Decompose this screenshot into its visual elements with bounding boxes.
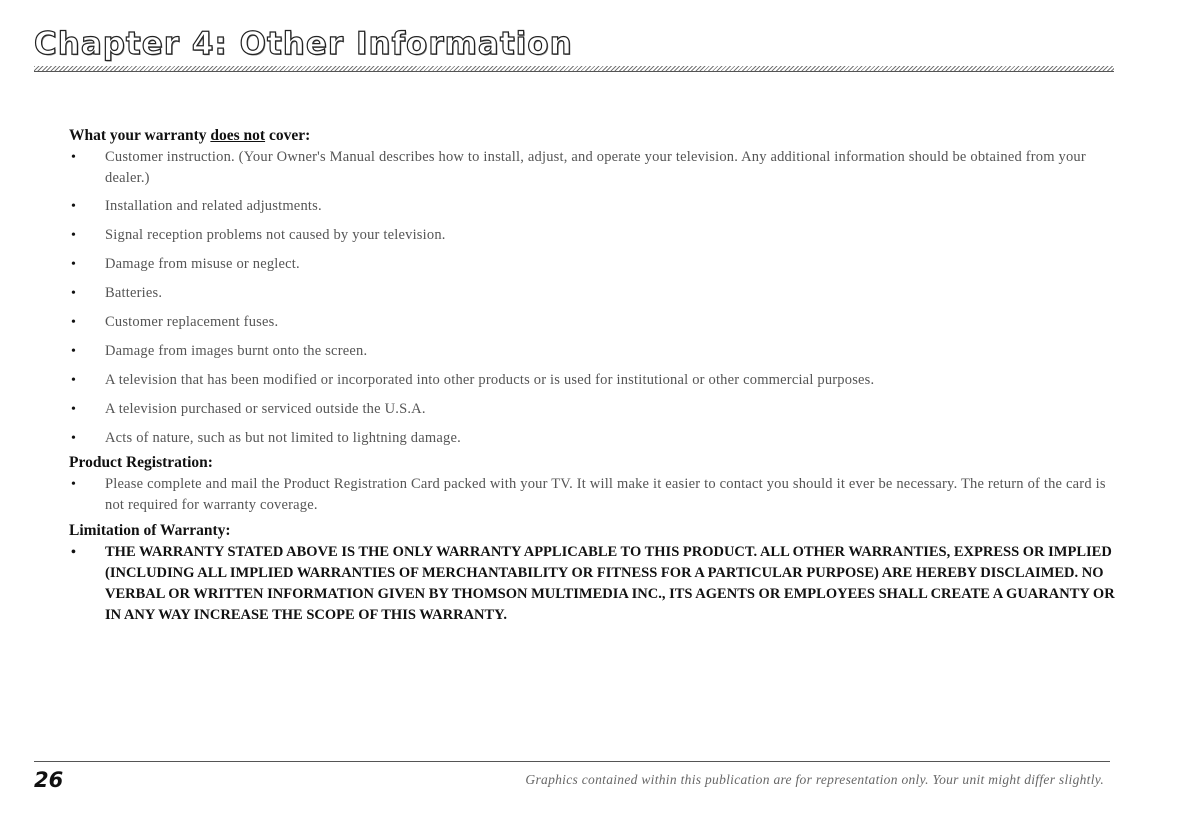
bullet-icon: • bbox=[71, 373, 77, 388]
heading-text-after: cover: bbox=[265, 127, 311, 144]
page-content bbox=[69, 126, 1119, 634]
list-item-text: A television that has been modified or incorporated into other products or is used for institutional or other commercial purposes. bbox=[105, 372, 875, 388]
list-item bbox=[69, 147, 1119, 189]
heading-text-underlined: does not bbox=[210, 127, 266, 144]
list-item-text: Batteries. bbox=[105, 285, 163, 301]
exclusions-list bbox=[69, 147, 1119, 449]
list-item bbox=[69, 399, 1119, 420]
list-item bbox=[69, 542, 1119, 626]
bullet-icon: • bbox=[71, 257, 77, 272]
list-item bbox=[69, 283, 1119, 304]
list-item-text: Customer instruction. (Your Owner's Manual describes how to install, adjust, and operate your television. Any additional information should be obtained from your dealer.) bbox=[105, 149, 1086, 186]
list-item-text: Damage from images burnt onto the screen. bbox=[105, 343, 368, 359]
bullet-icon: • bbox=[71, 477, 77, 492]
page-number: 26 bbox=[34, 768, 64, 792]
limitation-list bbox=[69, 542, 1119, 626]
bullet-icon: • bbox=[71, 431, 77, 446]
list-item bbox=[69, 341, 1119, 362]
section-heading-product-registration: Product Registration: bbox=[69, 454, 213, 471]
bullet-icon: • bbox=[71, 402, 77, 417]
list-item-text: Signal reception problems not caused by your television. bbox=[105, 227, 446, 243]
section-limitation-of-warranty bbox=[69, 521, 1119, 626]
section-product-registration bbox=[69, 453, 1119, 516]
list-item bbox=[69, 196, 1119, 217]
footer-disclaimer: Graphics contained within this publication are for representation only. Your unit might differ slightly. bbox=[525, 772, 1104, 787]
list-item-text: THE WARRANTY STATED ABOVE IS THE ONLY WARRANTY APPLICABLE TO THIS PRODUCT. ALL OTHER WARRANTIES, EXPRESS OR IMPLIED (INCLUDING ALL IMPLIED WARRANTIES OF MERCHANTABILITY OR FITNESS FOR A PARTICULAR PURPOSE) ARE HEREBY DISCLAIMED. NO VERBAL OR WRITTEN INFORMATION GIVEN BY THOMSON MULTIMEDIA INC., ITS AGENTS OR EMPLOYEES SHALL CREATE A GUARANTY OR IN ANY WAY INCREASE THE SCOPE OF THIS WARRANTY. bbox=[105, 544, 1115, 623]
list-item bbox=[69, 428, 1119, 449]
list-item bbox=[69, 474, 1119, 516]
bullet-icon: • bbox=[71, 545, 76, 560]
footer-rule bbox=[34, 761, 1110, 762]
bullet-icon: • bbox=[71, 286, 77, 301]
list-item-text: Installation and related adjustments. bbox=[105, 198, 322, 214]
heading-text-before: What your warranty bbox=[69, 127, 211, 144]
list-item-text: Damage from misuse or neglect. bbox=[105, 256, 300, 272]
list-item bbox=[69, 225, 1119, 246]
bullet-icon: • bbox=[71, 315, 77, 330]
section-warranty-exclusions bbox=[69, 126, 1119, 449]
list-item-text: A television purchased or serviced outside the U.S.A. bbox=[105, 401, 426, 417]
bullet-icon: • bbox=[71, 344, 77, 359]
section-heading-warranty-exclusions bbox=[69, 126, 1119, 146]
bullet-icon: • bbox=[71, 150, 77, 165]
list-item-text: Please complete and mail the Product Registration Card packed with your TV. It will make it easier to contact you should it ever be necessary. The return of the card is not required for warranty coverage. bbox=[105, 476, 1106, 513]
section-heading-limitation: Limitation of Warranty: bbox=[69, 522, 231, 539]
title-rule bbox=[34, 66, 1114, 72]
list-item bbox=[69, 254, 1119, 275]
bullet-icon: • bbox=[71, 228, 77, 243]
list-item bbox=[69, 370, 1119, 391]
list-item-text: Customer replacement fuses. bbox=[105, 314, 279, 330]
list-item bbox=[69, 312, 1119, 333]
list-item-text: Acts of nature, such as but not limited to lightning damage. bbox=[105, 430, 461, 446]
registration-list bbox=[69, 474, 1119, 516]
bullet-icon: • bbox=[71, 199, 77, 214]
chapter-title: Chapter 4: Other Information bbox=[34, 26, 573, 62]
